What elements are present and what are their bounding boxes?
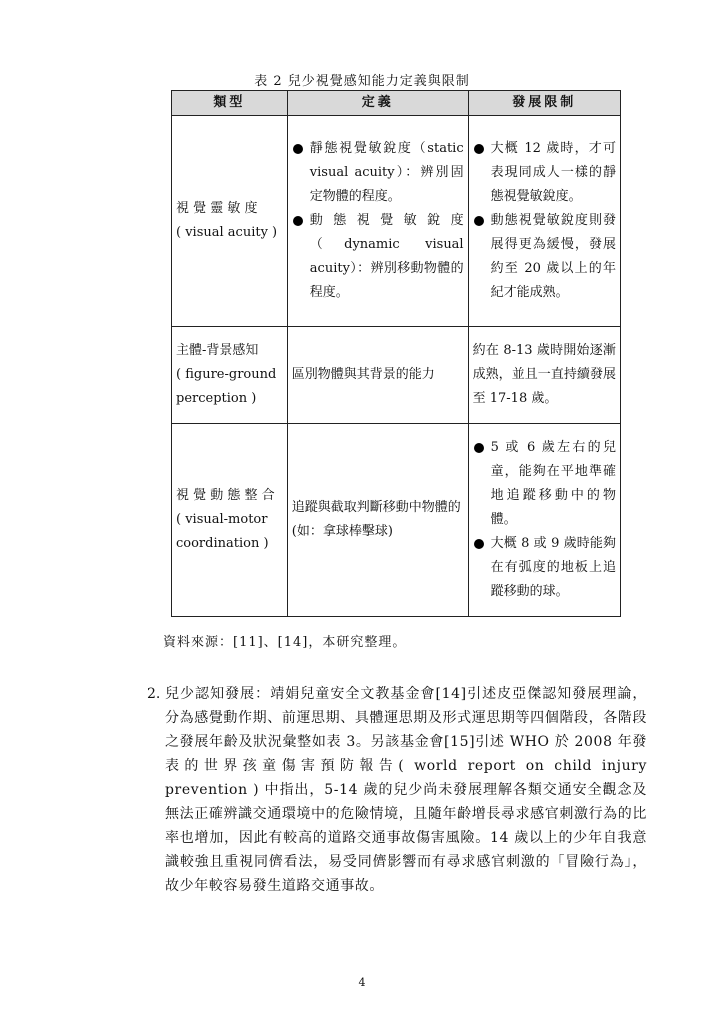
limit-item: 動態視覺敏銳度則發展得更為緩慢，發展約至 20 歲以上的年紀才能成熟。 [473, 209, 616, 305]
row-type-cell [172, 424, 288, 617]
bullet-icon [293, 144, 303, 154]
row-definition-cell: 追蹤與截取判斷移動中物體的(如：拿球棒擊球) [287, 424, 468, 617]
header-limits: 發展限制 [468, 91, 620, 116]
type-label: 視 覺 動 態 整 合 [176, 488, 275, 503]
type-label-en: coordination ) [176, 536, 269, 551]
table-row [172, 116, 621, 327]
header-definition: 定義 [287, 91, 468, 116]
type-label-en: ( visual-motor [176, 512, 268, 527]
paragraph-number: 2. [147, 686, 161, 702]
table-row [172, 327, 621, 424]
limit-item: 5 或 6 歲左右的兒童，能夠在平地準確地追蹤移動中的物體。 [473, 436, 616, 532]
row-limits-cell [468, 424, 620, 617]
bullet-icon [474, 443, 484, 453]
visual-perception-table [171, 90, 621, 617]
bullet-icon [474, 216, 484, 226]
body-paragraph [147, 682, 647, 898]
bullet-icon [293, 216, 303, 226]
type-label: 視 覺 靈 敏 度 [176, 201, 258, 216]
page-number: 4 [358, 976, 366, 989]
table-source-note: 資料來源：[11]、[14]，本研究整理。 [163, 635, 407, 650]
type-label-en: ( visual acuity ) [176, 225, 278, 240]
row-limits-cell [468, 116, 620, 327]
header-type: 類型 [172, 91, 288, 116]
row-type-cell [172, 116, 288, 327]
paragraph-text: 兒少認知發展：靖娟兒童安全文教基金會[14]引述皮亞傑認知發展理論，分為感覺動作期、前運思期、具體運思期及形式運思期等四個階段，各階段之發展年齡及狀況彙整如表 3。另該基金會[15]引述 WHO 於 2008 年發表的世界孩童傷害預防報告( world report on child injury prevention ) 中指出，5-14 歲的兒少尚未發展理解各類交通安全觀念及無法正確辨識交通環境中的危險情境，且隨年齡增長尋求感官刺激行為的比率也增加，因此有較高的道路交通事故傷害風險。14 歲以上的少年自我意識較強且重視同儕看法，易受同儕影響而有尋求感官刺激的「冒險行為」，故少年較容易發生道路交通事故。 [165, 686, 647, 894]
definition-item: 靜態視覺敏銳度（static visual acuity）：辨別固定物體的程度。 [292, 137, 464, 209]
row-definition-cell [287, 116, 468, 327]
type-label-en: perception ) [176, 391, 257, 406]
row-limits-cell: 約在 8-13 歲時開始逐漸成熟，並且一直持續發展至 17-18 歲。 [468, 327, 620, 424]
table-caption: 表 2 兒少視覺感知能力定義與限制 [254, 74, 470, 89]
limit-item: 大概 8 或 9 歲時能夠在有弧度的地板上追蹤移動的球。 [473, 532, 616, 604]
table-header-row [172, 91, 621, 116]
limit-item: 大概 12 歲時，才可表現同成人一樣的靜態視覺敏銳度。 [473, 137, 616, 209]
table-row [172, 424, 621, 617]
type-label-en: ( figure-ground [176, 367, 277, 382]
bullet-icon [474, 539, 484, 549]
row-definition-cell: 區別物體與其背景的能力 [287, 327, 468, 424]
row-type-cell [172, 327, 288, 424]
type-label: 主體-背景感知 [176, 343, 259, 358]
bullet-icon [474, 144, 484, 154]
definition-item: 動態視覺敏銳度（dynamic visual acuity）：辨別移動物體的程度。 [292, 209, 464, 305]
